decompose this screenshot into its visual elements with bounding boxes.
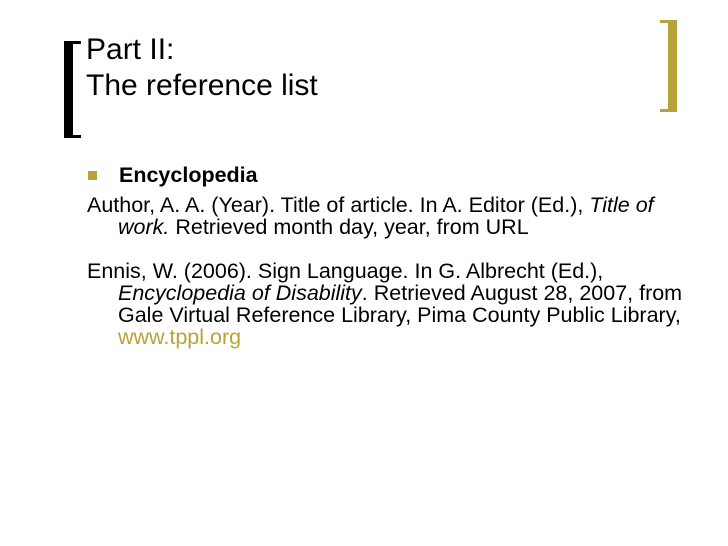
template-text-1: Author, A. A. (Year). Title of article. In A. Editor (Ed.), xyxy=(87,193,590,217)
bullet-item xyxy=(87,164,687,186)
template-title: Title of work. xyxy=(118,193,654,239)
bullet-label: Encyclopedia xyxy=(119,163,258,187)
example-text-1: Ennis, W. (2006). Sign Language. In G. Albrecht (Ed.), xyxy=(87,259,604,283)
title-line-1: Part II: xyxy=(86,33,175,66)
left-bracket-decoration xyxy=(64,41,81,138)
template-text-2: Retrieved month day, year, from URL xyxy=(169,215,529,239)
library-link[interactable]: www.tppl.org xyxy=(118,325,242,349)
example-title: Encyclopedia of Disability xyxy=(118,281,362,305)
title-line-2: The reference list xyxy=(86,69,318,102)
reference-template xyxy=(87,194,687,238)
reference-example xyxy=(87,260,687,348)
example-text-2: . Retrieved August 28, 2007, from Gale Virtual Reference Library, Pima County Public Library, xyxy=(118,281,683,327)
slide-body xyxy=(87,164,687,348)
right-bracket-decoration xyxy=(660,20,677,112)
slide-title xyxy=(86,32,318,104)
square-bullet-icon xyxy=(88,171,97,180)
